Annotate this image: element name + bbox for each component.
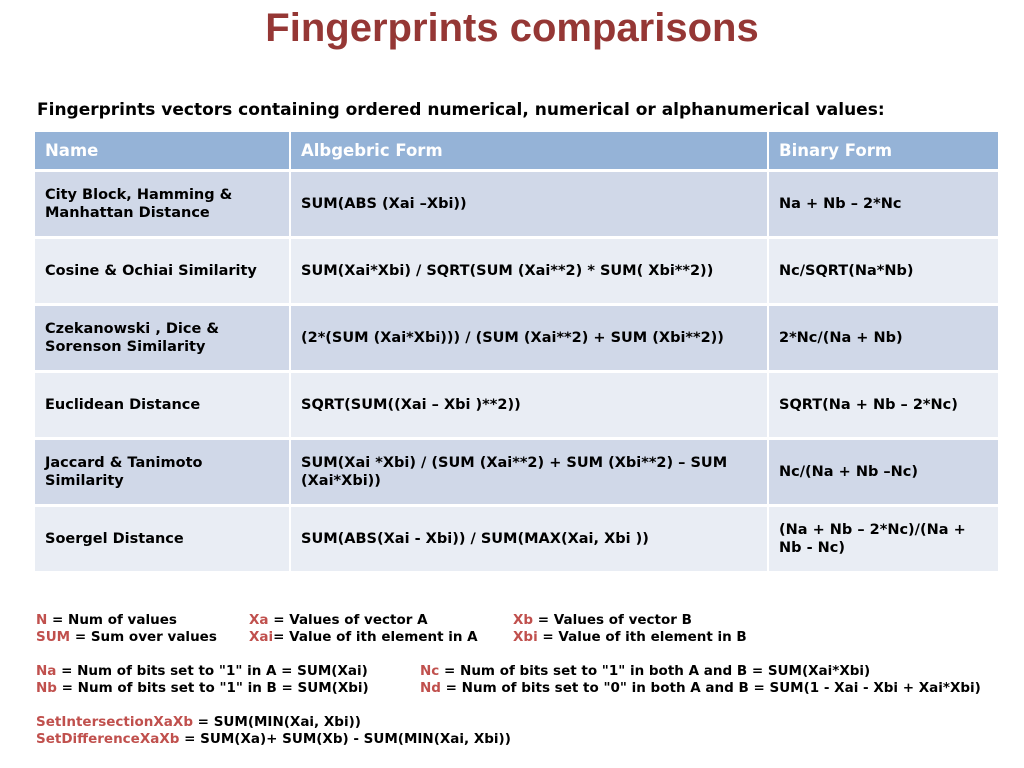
legend-nc <box>420 663 870 680</box>
comparison-table <box>35 132 998 574</box>
cell-name: Soergel Distance <box>35 506 290 573</box>
legend-key: N <box>36 612 48 628</box>
legend-sum <box>36 629 217 646</box>
table-row <box>35 238 998 305</box>
legend-key: Nd <box>420 680 441 696</box>
legend-text: = SUM(MIN(Xai, Xbi)) <box>192 714 361 730</box>
legend-key: SetDifferenceXaXb <box>36 731 180 747</box>
legend-key: Nc <box>420 663 440 679</box>
page-title: Fingerprints comparisons <box>265 6 759 50</box>
table-row <box>35 305 998 372</box>
legend-text: = SUM(Xa)+ SUM(Xb) - SUM(MIN(Xai, Xbi)) <box>179 731 511 747</box>
cell-name: Cosine & Ochiai Similarity <box>35 238 290 305</box>
table-row <box>35 439 998 506</box>
legend-text: = Values of vector B <box>533 612 692 628</box>
page-subtitle: Fingerprints vectors containing ordered numerical, numerical or alphanumerical values: <box>37 100 885 120</box>
legend-text: = Num of bits set to "1" in both A and B = SUM(Xai*Xbi) <box>439 663 871 679</box>
cell-name: Czekanowski , Dice & Sorenson Similarity <box>35 305 290 372</box>
legend-key: Xbi <box>513 629 538 645</box>
cell-algebraic: SUM(ABS(Xai - Xbi)) / SUM(MAX(Xai, Xbi )) <box>290 506 768 573</box>
legend-xa <box>249 612 428 629</box>
legend-key: Na <box>36 663 57 679</box>
table-row <box>35 171 998 238</box>
legend-intersection <box>36 714 361 731</box>
cell-binary: (Na + Nb – 2*Nc)/(Na + Nb - Nc) <box>768 506 998 573</box>
cell-algebraic: SUM(Xai *Xbi) / (SUM (Xai**2) + SUM (Xbi**2) – SUM (Xai*Xbi)) <box>290 439 768 506</box>
cell-name: Euclidean Distance <box>35 372 290 439</box>
table-header-row <box>35 132 998 171</box>
legend-text: = Value of ith element in B <box>537 629 747 645</box>
header-algebraic-form: Albgebric Form <box>290 132 768 171</box>
legend-key: Xa <box>249 612 269 628</box>
cell-binary: Na + Nb – 2*Nc <box>768 171 998 238</box>
table-row <box>35 372 998 439</box>
legend-text: = Num of bits set to "0" in both A and B = SUM(1 - Xai - Xbi + Xai*Xbi) <box>440 680 981 696</box>
cell-algebraic: SQRT(SUM((Xai – Xbi )**2)) <box>290 372 768 439</box>
legend-nb <box>36 680 369 697</box>
cell-name: Jaccard & Tanimoto Similarity <box>35 439 290 506</box>
cell-algebraic: (2*(SUM (Xai*Xbi))) / (SUM (Xai**2) + SUM (Xbi**2)) <box>290 305 768 372</box>
legend-n <box>36 612 177 629</box>
legend-na <box>36 663 368 680</box>
legend-key: SUM <box>36 629 71 645</box>
legend-key: Nb <box>36 680 57 696</box>
legend-text: = Num of values <box>47 612 177 628</box>
cell-binary: 2*Nc/(Na + Nb) <box>768 305 998 372</box>
legend-text: = Sum over values <box>70 629 217 645</box>
cell-algebraic: SUM(ABS (Xai –Xbi)) <box>290 171 768 238</box>
legend-key: Xai <box>249 629 274 645</box>
legend-key: Xb <box>513 612 534 628</box>
cell-binary: SQRT(Na + Nb – 2*Nc) <box>768 372 998 439</box>
table-row <box>35 506 998 573</box>
legend-text: = Num of bits set to "1" in B = SUM(Xbi) <box>56 680 369 696</box>
cell-binary: Nc/SQRT(Na*Nb) <box>768 238 998 305</box>
legend-key: SetIntersectionXaXb <box>36 714 193 730</box>
legend-text: = Values of vector A <box>268 612 428 628</box>
legend-xai <box>249 629 478 646</box>
cell-name: City Block, Hamming & Manhattan Distance <box>35 171 290 238</box>
legend-nd <box>420 680 981 697</box>
header-binary-form: Binary Form <box>768 132 998 171</box>
legend-xbi <box>513 629 747 646</box>
cell-binary: Nc/(Na + Nb –Nc) <box>768 439 998 506</box>
legend-difference <box>36 731 511 748</box>
cell-algebraic: SUM(Xai*Xbi) / SQRT(SUM (Xai**2) * SUM( Xbi**2)) <box>290 238 768 305</box>
legend-text: = Value of ith element in A <box>273 629 478 645</box>
legend-xb <box>513 612 692 629</box>
header-name: Name <box>35 132 290 171</box>
legend-text: = Num of bits set to "1" in A = SUM(Xai) <box>56 663 368 679</box>
